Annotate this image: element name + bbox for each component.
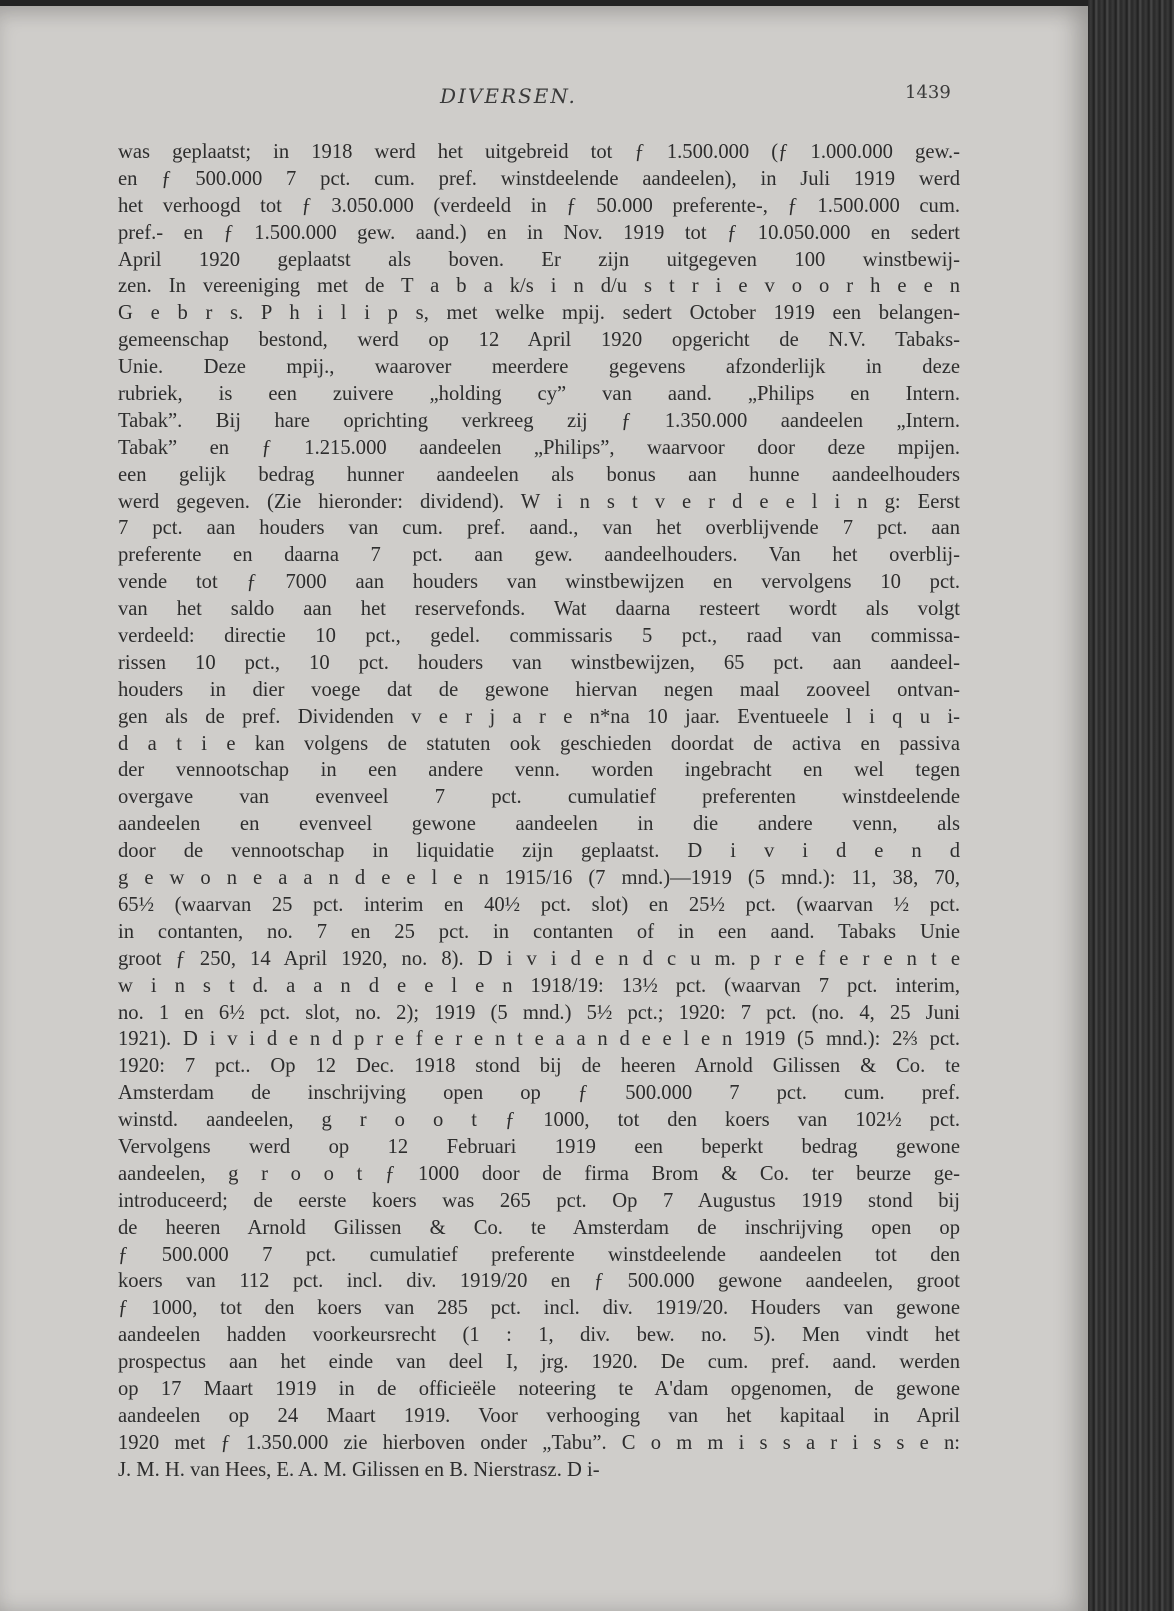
text-line: door de vennootschap in liquidatie zijn geplaatst. D i v i d e n d: [118, 840, 960, 863]
text-line: koers van 112 pct. incl. div. 1919/20 en ƒ 500.000 gewone aandeelen, groot: [118, 1270, 960, 1293]
text-line: ƒ 500.000 7 pct. cumulatief preferente winstdeelende aandeelen tot den: [118, 1243, 960, 1266]
text-line: 7 pct. aan houders van cum. pref. aand., van het overblijvende 7 pct. aan: [118, 517, 960, 540]
text-line: no. 1 en 6½ pct. slot, no. 2); 1919 (5 mnd.) 5½ pct.; 1920: 7 pct. (no. 4, 25 Juni: [118, 1001, 960, 1024]
text-line: van het saldo aan het reservefonds. Wat daarna resteert wordt als volgt: [118, 598, 960, 621]
text-line: was geplaatst; in 1918 werd het uitgebreid tot ƒ 1.500.000 (ƒ 1.000.000 gew.-: [118, 141, 960, 163]
text-line: introduceerd; de eerste koers was 265 pct. Op 7 Augustus 1919 stond bij: [118, 1189, 960, 1212]
text-line: aandeelen en evenveel gewone aandeelen in die andere venn, als: [118, 813, 960, 836]
text-line: 1920 met ƒ 1.350.000 zie hierboven onder „Tabu”. C o m m i s s a r i s s e n:: [118, 1431, 960, 1454]
text-line: aandeelen, g r o o t ƒ 1000 door de firma Brom & Co. ter beurze ge-: [118, 1162, 960, 1185]
text-line: rissen 10 pct., 10 pct. houders van winstbewijzen, 65 pct. aan aandeel-: [118, 651, 960, 674]
text-line: April 1920 geplaatst als boven. Er zijn uitgegeven 100 winstbewij-: [118, 248, 960, 271]
text-line: w i n s t d. a a n d e e l e n 1918/19: 13½ pct. (waarvan 7 pct. interim,: [118, 974, 960, 997]
text-line: in contanten, no. 7 en 25 pct. in contanten of in een aand. Tabaks Unie: [118, 920, 960, 943]
page-edges: [1088, 0, 1174, 1611]
text-line: d a t i e kan volgens de statuten ook geschieden doordat de activa en passiva: [118, 732, 960, 755]
text-line: houders in dier voege dat de gewone hiervan negen maal zooveel ontvan-: [118, 678, 960, 701]
text-line: aandeelen hadden voorkeursrecht (1 : 1, div. bew. no. 5). Men vindt het: [118, 1324, 960, 1347]
text-line: de heeren Arnold Gilissen & Co. te Amsterdam de inschrijving open op: [118, 1216, 960, 1239]
text-line: 1921). D i v i d e n d p r e f e r e n t e a a n d e e l e n 1919 (5 mnd.): 2⅔ pct.: [118, 1028, 960, 1051]
text-line: overgave van evenveel 7 pct. cumulatief preferenten winstdeelende: [118, 786, 960, 809]
text-line: 1920: 7 pct.. Op 12 Dec. 1918 stond bij de heeren Arnold Gilissen & Co. te: [118, 1055, 960, 1078]
text-line: G e b r s. P h i l i p s, met welke mpij. sedert October 1919 een belangen-: [118, 302, 960, 325]
text-line: gemeenschap bestond, werd op 12 April 1920 opgericht de N.V. Tabaks-: [118, 329, 960, 352]
text-line: werd gegeven. (Zie hieronder: dividend). W i n s t v e r d e e l i n g: Eerst: [118, 490, 960, 513]
page-number: 1439: [905, 82, 951, 103]
text-line: Tabak”. Bij hare oprichting verkreeg zij ƒ 1.350.000 aandeelen „Intern.: [118, 409, 960, 432]
text-line: aandeelen op 24 Maart 1919. Voor verhooging van het kapitaal in April: [118, 1404, 960, 1427]
text-line: preferente en daarna 7 pct. aan gew. aandeelhouders. Van het overblij-: [118, 544, 960, 567]
text-line: zen. In vereeniging met de T a b a k/s i n d/u s t r i e v o o r h e e n: [118, 275, 960, 298]
text-line: verdeeld: directie 10 pct., gedel. commissaris 5 pct., raad van commissa-: [118, 625, 960, 648]
text-line: Unie. Deze mpij., waarover meerdere gegevens afzonderlijk in deze: [118, 356, 960, 379]
text-line: g e w o n e a a n d e e l e n 1915/16 (7 mnd.)—1919 (5 mnd.): 11, 38, 70,: [118, 867, 960, 890]
text-line: rubriek, is een zuivere „holding cy” van aand. „Philips en Intern.: [118, 383, 960, 406]
running-title: DIVERSEN.: [440, 84, 577, 108]
body-text: [118, 139, 960, 1484]
text-line: winstd. aandeelen, g r o o t ƒ 1000, tot den koers van 102½ pct.: [118, 1109, 960, 1132]
text-line: Vervolgens werd op 12 Februari 1919 een beperkt bedrag gewone: [118, 1135, 960, 1158]
text-line: gen als de pref. Dividenden v e r j a r e n*na 10 jaar. Eventueele l i q u i-: [118, 705, 960, 728]
text-line: Amsterdam de inschrijving open op ƒ 500.000 7 pct. cum. pref.: [118, 1082, 960, 1105]
text-line: een gelijk bedrag hunner aandeelen als bonus aan hunne aandeelhouders: [118, 463, 960, 486]
page-header: [0, 84, 1000, 114]
text-line: J. M. H. van Hees, E. A. M. Gilissen en B. Nierstrasz. D i-: [118, 1458, 600, 1481]
text-line: en ƒ 500.000 7 pct. cum. pref. winstdeelende aandeelen), in Juli 1919 werd: [118, 167, 960, 190]
text-line: 65½ (waarvan 25 pct. interim en 40½ pct. slot) en 25½ pct. (waarvan ½ pct.: [118, 893, 960, 916]
text-line: het verhoogd tot ƒ 3.050.000 (verdeeld in ƒ 50.000 preferente-, ƒ 1.500.000 cum.: [118, 194, 960, 217]
text-line: ƒ 1000, tot den koers van 285 pct. incl. div. 1919/20. Houders van gewone: [118, 1297, 960, 1320]
text-line: vende tot ƒ 7000 aan houders van winstbewijzen en vervolgens 10 pct.: [118, 571, 960, 594]
text-line: groot ƒ 250, 14 April 1920, no. 8). D i v i d e n d c u m. p r e f e r e n t e: [118, 947, 960, 970]
text-line: pref.- en ƒ 1.500.000 gew. aand.) en in Nov. 1919 tot ƒ 10.050.000 en sedert: [118, 221, 960, 244]
page: [0, 6, 1088, 1611]
text-line: op 17 Maart 1919 in de officieële noteering te A'dam opgenomen, de gewone: [118, 1377, 960, 1400]
text-line: Tabak” en ƒ 1.215.000 aandeelen „Philips”, waarvoor door deze mpijen.: [118, 436, 960, 459]
text-line: prospectus aan het einde van deel I, jrg. 1920. De cum. pref. aand. werden: [118, 1351, 960, 1374]
text-line: der vennootschap in een andere venn. worden ingebracht en wel tegen: [118, 759, 960, 782]
